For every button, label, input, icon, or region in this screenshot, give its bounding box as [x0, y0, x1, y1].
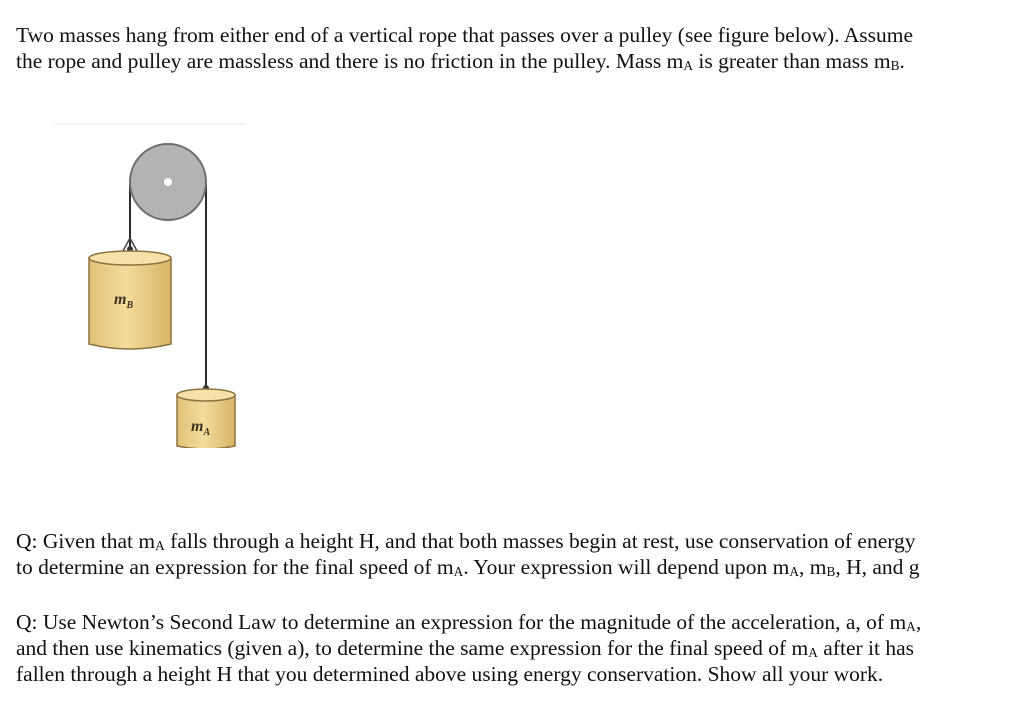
question-2 — [16, 609, 1006, 687]
problem-statement-line-2: the rope and pulley are massless and there is no friction in the pulley. Mass $m_A$ is greater than mass $m_B$. — [16, 49, 905, 73]
subscript-a: A — [906, 618, 916, 634]
subscript-a: A — [789, 563, 799, 579]
pulley-axle — [164, 178, 172, 186]
mass-a-label: $m_A$ — [191, 418, 211, 438]
problem-statement-line-1: Two masses hang from either end of a vertical rope that passes over a pulley (see figure below). Assume — [16, 23, 914, 47]
subscript-a: A — [683, 57, 693, 73]
mass-a-body — [177, 395, 235, 448]
subscript-b: B — [826, 563, 836, 579]
question-2-line-1: Q: Use Newton’s Second Law to determine an expression for the magnitude of the acceleration, a, of $m_A$, — [16, 610, 922, 634]
question-2-line-3: fallen through a height H that you determined above using energy conservation. Show all your work. — [16, 662, 884, 686]
mass-b-label: $m_B$ — [114, 291, 134, 311]
mass-b — [89, 238, 171, 349]
question-1 — [16, 528, 1006, 580]
question-2-line-2: and then use kinematics (given a), to determine the same expression for the final speed of $m_A$ after it has — [16, 636, 915, 660]
mass-b-top — [89, 251, 171, 265]
subscript-a: A — [155, 537, 165, 553]
subscript-a: A — [453, 563, 464, 579]
mass-a-top — [177, 389, 235, 401]
pulley-diagram — [50, 118, 260, 448]
subscript-b: B — [890, 57, 900, 73]
subscript-a: A — [808, 644, 818, 660]
problem-statement — [16, 22, 1006, 74]
question-1-line-2: to determine an expression for the final speed of $m_A$. Your expression will depend upon $m_A$, $m_B$, H, and g — [16, 555, 920, 579]
question-1-line-1: Q: Given that $m_A$ falls through a height H, and that both masses begin at rest, use conservation of energy — [16, 529, 916, 553]
pulley-figure — [50, 118, 260, 448]
mass-a — [177, 385, 235, 448]
